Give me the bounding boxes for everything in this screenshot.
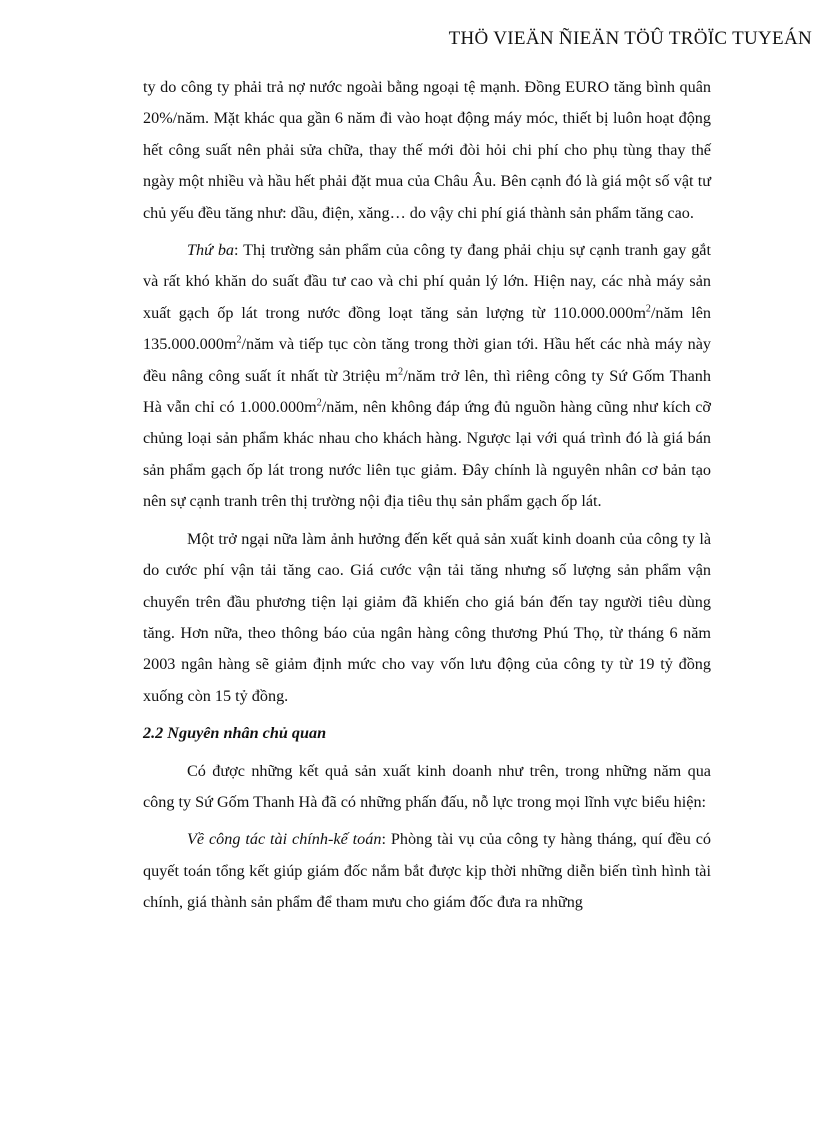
paragraph-lead-finance: Về công tác tài chính-kế toán — [187, 830, 382, 849]
section-heading: 2.2 Nguyên nhân chủ quan — [143, 724, 327, 743]
paragraph-lead-thu-ba: Thứ ba — [187, 241, 235, 260]
text-segment: /năm trở lên, thì riêng công ty Sứ Gốm Thanh Hà vẫn chỉ có 1.000.000m — [143, 366, 711, 417]
text-segment: /năm lên 135.000.000m — [143, 303, 711, 354]
page-header: THÖ VIEÄN ÑIEÄN TÖÛ TRÖÏC TUYEÁN — [448, 28, 812, 49]
text-segment: : Thị trường sản phẩm của công ty đang phải chịu sự cạnh tranh gay gắt và rất khó khăn do suất đầu tư cao và chi phí quản lý lớn. Hiện nay, các nhà máy sản xuất gạch ốp lát trong nước đồng loạt tăng sản lượng từ 110.000.000m — [143, 241, 711, 322]
text-segment: : Phòng tài vụ của công ty hàng tháng, quí đều có quyết toán tổng kết giúp giám đốc nắm bắt được kịp thời những diễn biến tình hình tài chính, giá thành sản phẩm để tham mưu cho giám đốc đưa ra những — [143, 830, 712, 912]
paragraph-cost-increase: ty do công ty phải trả nợ nước ngoài bằng ngoại tệ mạnh. Đồng EURO tăng bình quân 20%/năm. Mặt khác qua gần 6 năm đi vào hoạt động máy móc, thiết bị luôn hoạt động hết công suất nên phải sửa chữa, thay thế mới đòi hỏi chi phí cho phụ tùng thay thế ngày một nhiều và hầu hết phải đặt mua của Châu Âu. Bên cạnh đó là giá một số vật tư chủ yếu đều tăng như: dầu, điện, xăng… do vậy chi phí giá thành sản phẩm tăng cao. — [143, 78, 711, 222]
paragraph-finance-accounting — [143, 824, 711, 918]
superscript: 2 — [316, 397, 322, 409]
superscript: 2 — [398, 366, 404, 378]
text-segment: /năm, nên không đáp ứng đủ nguồn hàng cũng như kích cỡ chủng loại sản phẩm khác nhau cho khách hàng. Ngược lại với quá trình đó là giá bán sản phẩm gạch ốp lát trong nước liên tục giảm. Đây chính là nguyên nhân cơ bản tạo nên sự cạnh tranh trên thị trường nội địa tiêu thụ sản phẩm gạch ốp lát. — [143, 398, 711, 511]
paragraph-third-reason — [143, 235, 711, 518]
document-body — [143, 72, 711, 925]
text-segment: /năm và tiếp tục còn tăng trong thời gian tới. Hầu hết các nhà máy này đều nâng công suất ít nhất từ 3triệu m — [143, 335, 711, 385]
paragraph-transport-cost: Một trở ngại nữa làm ảnh hưởng đến kết quả sản xuất kinh doanh của công ty là do cước phí vận tải tăng cao. Giá cước vận tải tăng nhưng số lượng sản phẩm vận chuyển trên đầu phương tiện lại giảm đã khiến cho giá bán đến tay người tiêu dùng tăng. Hơn nữa, theo thông báo của ngân hàng công thương Phú Thọ, từ tháng 6 năm 2003 ngân hàng sẽ giảm định mức cho vay vốn lưu động của công ty từ 19 tỷ đồng xuống còn 15 tỷ đồng. — [143, 529, 711, 705]
superscript: 2 — [236, 334, 242, 346]
paragraph-subjective-causes: Có được những kết quả sản xuất kinh doanh như trên, trong những năm qua công ty Sứ Gốm Thanh Hà đã có những phấn đấu, nỗ lực trong mọi lĩnh vực biểu hiện: — [143, 761, 711, 811]
superscript: 2 — [645, 303, 651, 315]
